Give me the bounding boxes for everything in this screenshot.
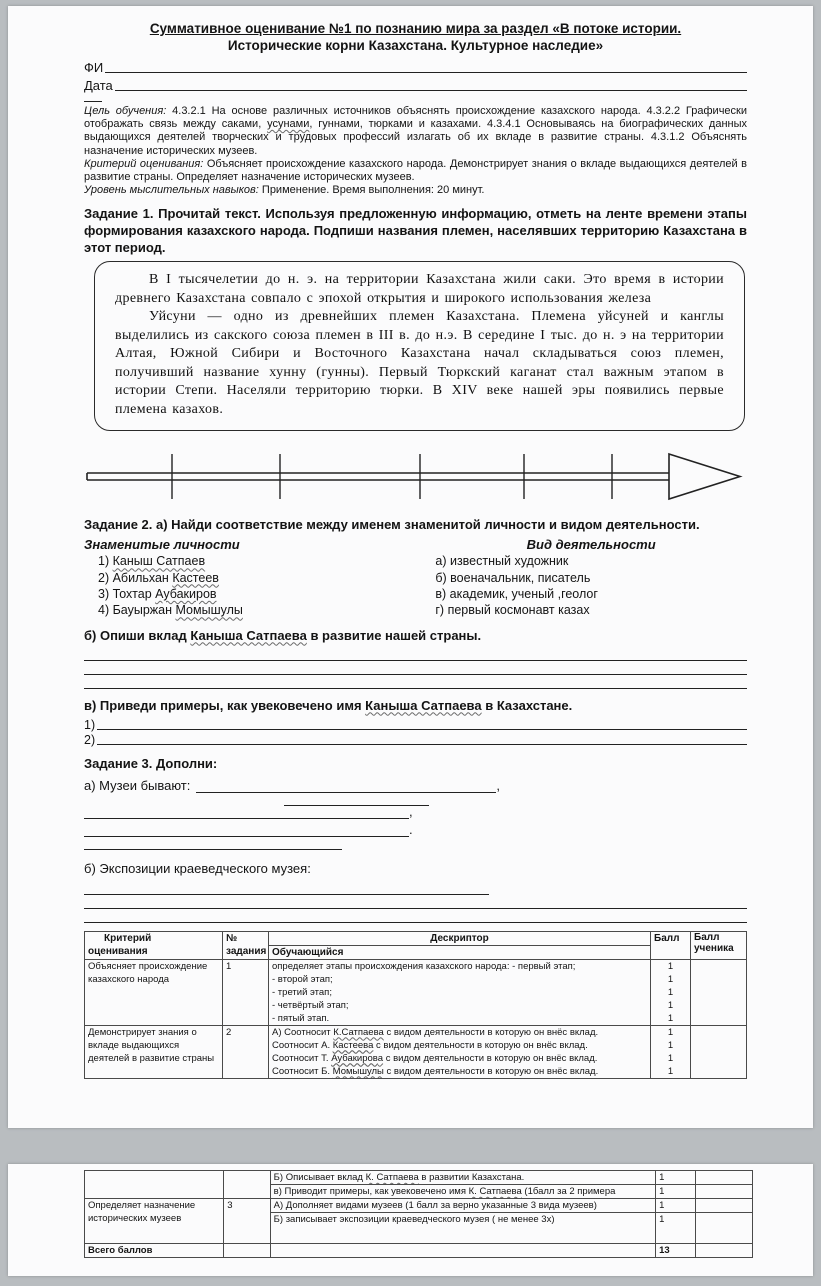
reading-box-paragraph-2: Уйсуни — одно из древнейших племен Казахстана. Племена уйсуней и канглы выделились из сакского союза племен в III в. до н.э. В середине I тыс. до н. э на территории Алтая, Южной Сибири и Восточного Казахстана начал складываться союз племен, получивший название хунну (гунны). Первый Тюркский каганат стал важным этапом в истории Степи. Населяли территорию тюрки. В XIV веке нашей эры появились первые племена казахов. <box>115 309 724 417</box>
person-item: 1) Каныш Сатпаев <box>98 554 206 569</box>
student-score-cell <box>696 1171 753 1185</box>
title-line-1: Суммативное оценивание №1 по познанию мира за раздел «В потоке истории. <box>149 21 682 36</box>
activity-item: в) академик, ученый ,геолог <box>435 587 598 602</box>
score-cell: 1 <box>656 1199 696 1213</box>
skills-text: Применение. Время выполнения: 20 минут. <box>261 184 485 197</box>
page-2 <box>8 1164 813 1276</box>
skills-label: Уровень мыслительных навыков: <box>84 184 259 197</box>
total-score: 13 <box>656 1244 696 1258</box>
descriptor-line: А) Дополняет видами музеев (1 балл за верно указанные 3 вида музеев) <box>270 1199 655 1213</box>
score-cell: 1 <box>656 1185 696 1199</box>
persons-header: Знаменитые личности <box>84 537 240 553</box>
assessment-meta-paragraph <box>84 105 747 197</box>
answer-blank <box>84 824 409 837</box>
fi-blank-line <box>105 72 747 73</box>
page-1 <box>8 6 813 1128</box>
rubric-group-1 <box>85 959 747 1025</box>
rubric-group-2 <box>85 1025 747 1078</box>
answer-blank <box>284 799 429 806</box>
reading-box-paragraph-1: В I тысячелетии до н. э. на территории Казахстана жили саки. Это время в истории древнего Казахстана совпало с эпохой открытия и широкого использования железа <box>115 272 724 306</box>
rubric-table-continued <box>84 1170 753 1258</box>
criteria-text: Объясняет происхождение казахского народа. Демонстрирует знания о вкладе выдающихся деятелей в развитие страны. Определяет назначение исторических музеев. <box>84 157 748 184</box>
descriptor-line: Б) записывает экспозиции краеведческого музея ( не менее 3х) <box>270 1213 655 1244</box>
timeline-arrow-icon <box>84 449 744 503</box>
student-score-cell <box>691 959 747 1025</box>
separator: . <box>409 821 413 837</box>
score-cell: 1 <box>656 1213 696 1244</box>
item-number: 2) <box>84 732 96 747</box>
descriptor-line: Соотносит Б. Момышулы с видом деятельности в которую он внёс вклад. <box>272 1065 599 1077</box>
activities-column <box>435 536 747 618</box>
criterion-cell <box>85 1171 224 1199</box>
fi-field <box>84 57 747 75</box>
answer-blank <box>84 837 342 850</box>
task3a-label: а) Музеи бывают: <box>84 777 191 793</box>
descriptor-line: А) Соотносит К.Сатпаева с видом деятельности в которую он внёс вклад. <box>272 1026 599 1038</box>
task2v-answer-1 <box>84 717 747 732</box>
date-blank-line <box>115 90 747 91</box>
criterion-cell: Определяет назначение исторических музеев <box>85 1199 224 1244</box>
header-student-score: Балл ученика <box>691 931 747 959</box>
task-number-cell: 1 <box>223 959 269 1025</box>
reading-box <box>94 261 745 431</box>
task3a-line-4 <box>84 837 747 850</box>
task2v-heading: в) Приведи примеры, как увековечено имя Каныша Сатпаева в Казахстане. <box>84 697 573 713</box>
descriptor-cell <box>269 1025 651 1078</box>
answer-line <box>84 909 747 923</box>
descriptor-line: определяет этапы происхождения казахского народа: - первый этап; <box>272 960 576 972</box>
header-criterion: Критерий оценивания <box>85 931 223 959</box>
goal-label: Цель обучения: <box>84 105 167 117</box>
rubric-row <box>85 1199 753 1213</box>
criteria-label: Критерий оценивания: <box>84 157 204 170</box>
activity-item: г) первый космонавт казах <box>435 603 590 618</box>
person-item: 2) Абильхан Кастеев <box>98 570 219 585</box>
fi-label: ФИ <box>84 60 104 75</box>
separator: , <box>409 803 413 819</box>
task-number-cell: 2 <box>223 1025 269 1078</box>
task2b-heading: б) Опиши вклад Каныша Сатпаева в развитие нашей страны. <box>84 627 482 643</box>
task1-heading: Задание 1. Прочитай текст. Используя предложенную информацию, отметь на ленте времени этапы формирования казахского народа. Подпиши названия племен, населявших территорию Казахстана в этот период. <box>84 206 747 256</box>
document-photo <box>0 6 821 1286</box>
criterion-cell: Демонстрирует знания о вкладе выдающихся деятелей в развитие страны <box>85 1025 223 1078</box>
empty-cell <box>270 1244 655 1258</box>
answer-line <box>84 661 747 675</box>
descriptor-line: - четвёртый этап; <box>272 999 349 1011</box>
rubric-header-row <box>85 931 747 959</box>
separator: , <box>496 777 500 793</box>
answer-line <box>97 744 747 745</box>
task3-heading: Задание 3. Дополни: <box>84 755 218 771</box>
rubric-table <box>84 931 747 1079</box>
person-item: 4) Бауыржан Момышулы <box>98 603 243 618</box>
score-cell: 1 1 1 1 <box>651 1025 691 1078</box>
student-score-cell <box>696 1244 753 1258</box>
answer-line <box>84 675 747 689</box>
page-title <box>84 20 747 54</box>
task2-heading: Задание 2. а) Найди соответствие между именем знаменитой личности и видом деятельности. <box>84 517 700 533</box>
header-descriptor: Дескриптор Обучающийся <box>269 931 651 959</box>
descriptor-line: - второй этап; <box>272 973 333 985</box>
person-item: 3) Тохтар Аубакиров <box>98 587 217 602</box>
student-score-cell <box>691 1025 747 1078</box>
answer-blank <box>196 780 496 793</box>
timeline-arrow-graphic <box>84 449 747 508</box>
task3b-lines <box>84 895 747 923</box>
task-number-cell: 3 <box>224 1199 270 1244</box>
task3b-line-1 <box>84 880 747 895</box>
task-number-cell <box>224 1171 270 1199</box>
descriptor-line: Соотносит Т. Аубакирова с видом деятельности в которую он внёс вклад. <box>272 1052 598 1064</box>
rubric-total-row <box>85 1244 753 1258</box>
student-score-cell <box>696 1213 753 1244</box>
task3a-line <box>84 775 747 793</box>
descriptor-line: Соотносит А. Кастеева с видом деятельности в которую он внёс вклад. <box>272 1039 588 1051</box>
task2b-answer-lines <box>84 647 747 689</box>
goal-text: 4.3.2.1 На основе различных источников объяснять происхождение казахского народа. 4.3.2.2 Графически отображать связь между саками, усунами, гуннами, тюрками и казахами. 4.3.4.1 Основываясь на биографических данных выдающихся деятелей творческих и трудовых профессий излагать об их вкладе в развитие страны. 4.3.1.2 Объяснять назначение исторических музеев. <box>84 105 748 157</box>
total-label: Всего баллов <box>85 1244 224 1258</box>
criterion-cell: Объясняет происхождение казахского народа <box>85 959 223 1025</box>
title-line-2: Исторические корни Казахстана. Культурное наследие» <box>227 38 604 53</box>
rubric-row <box>85 1171 753 1185</box>
empty-cell <box>224 1244 270 1258</box>
descriptor-line: - третий этап; <box>272 986 332 998</box>
student-score-cell <box>696 1185 753 1199</box>
descriptor-line: Б) Описывает вклад К. Сатпаева в развитии Казахстана. <box>270 1171 655 1185</box>
item-number: 1) <box>84 717 96 732</box>
persons-column <box>84 536 435 618</box>
activity-item: а) известный художник <box>435 554 569 569</box>
answer-blank <box>84 882 489 895</box>
descriptor-line: в) Приводит примеры, как увековечено имя К. Сатпаева (1балл за 2 примера <box>270 1185 655 1199</box>
score-cell: 1 <box>656 1171 696 1185</box>
date-field <box>84 75 747 93</box>
descriptor-line: - пятый этап. <box>272 1012 330 1024</box>
score-cell: 1 1 1 1 1 <box>651 959 691 1025</box>
descriptor-cell <box>269 959 651 1025</box>
answer-line <box>84 895 747 909</box>
header-task-number: № задания <box>223 931 269 959</box>
task3a-line-3 <box>84 819 747 837</box>
date-label: Дата <box>84 78 113 93</box>
activity-item: б) военачальник, писатель <box>435 570 591 585</box>
answer-blank <box>84 806 409 819</box>
task3a-subline <box>84 793 747 801</box>
task2v-answer-2 <box>84 732 747 747</box>
student-score-cell <box>696 1199 753 1213</box>
matching-columns <box>84 536 747 618</box>
header-score: Балл <box>651 931 691 959</box>
answer-line <box>97 729 747 730</box>
answer-line <box>84 647 747 661</box>
task3b-label: б) Экспозиции краеведческого музея: <box>84 860 311 876</box>
activities-header: Вид деятельности <box>526 537 656 553</box>
blank-stub-line <box>84 93 102 102</box>
